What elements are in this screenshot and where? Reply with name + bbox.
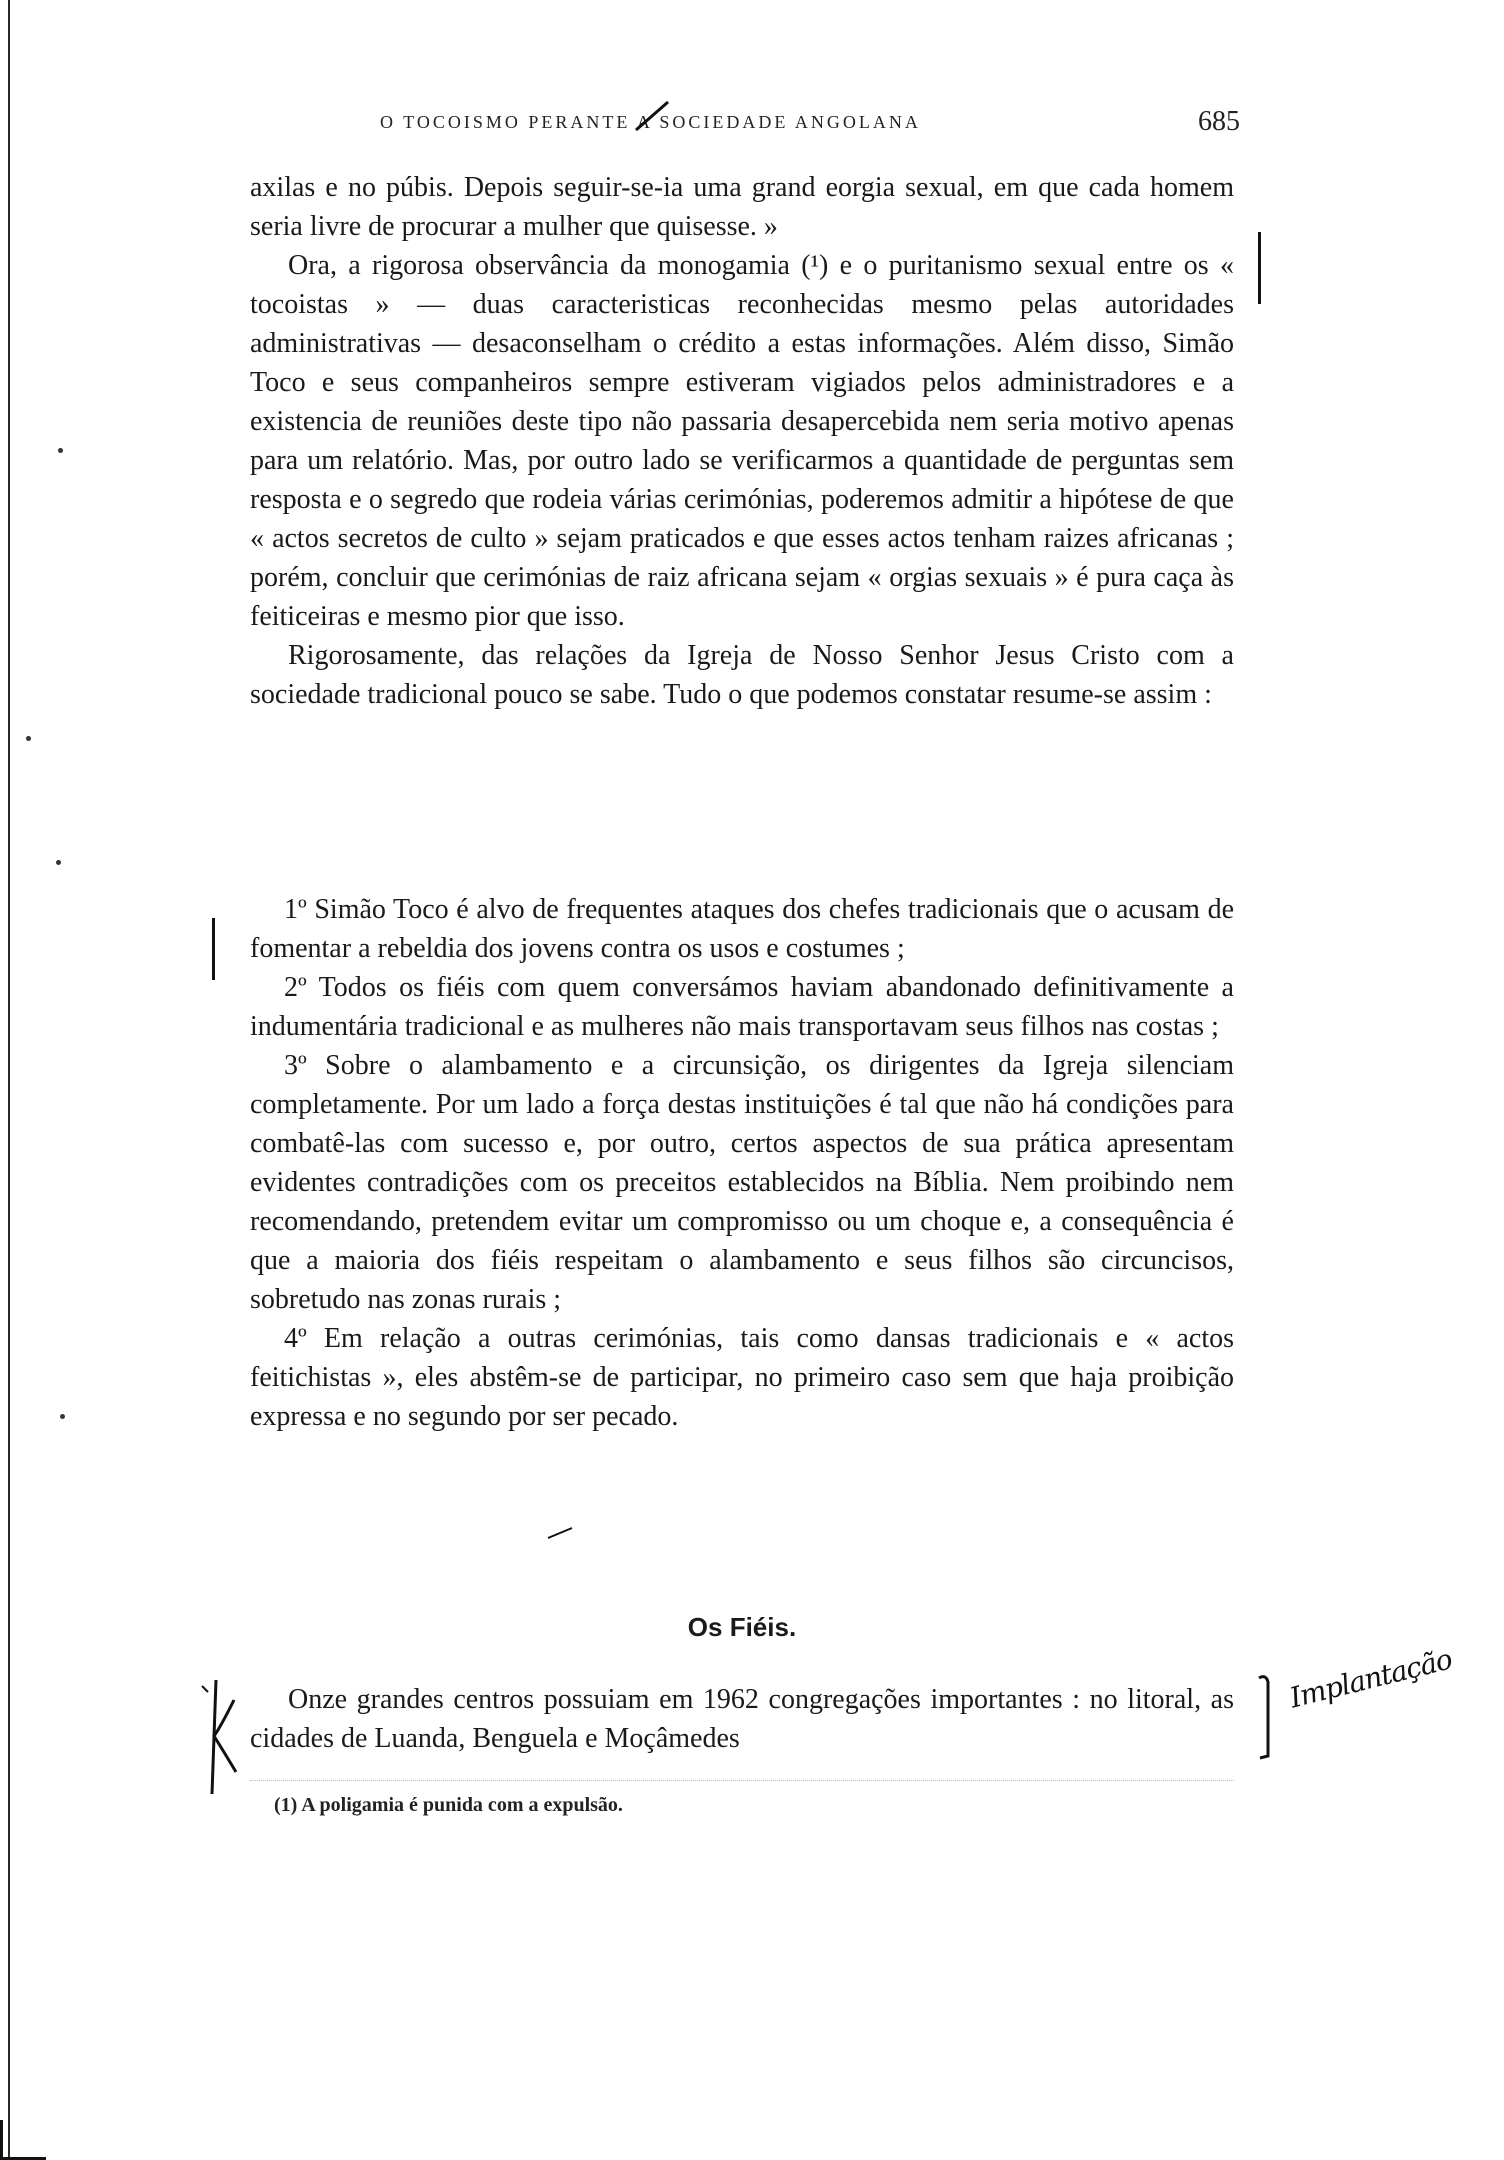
scan-speck <box>60 1414 65 1419</box>
paragraph: Rigorosamente, das relações da Igreja de Nosso Senhor Jesus Cristo com a sociedade tradicional pouco se sabe. Tudo o que podemos constatar resume-se assim : <box>250 640 1234 710</box>
body-text-continued <box>250 1680 1234 1758</box>
paragraph: axilas e no púbis. Depois seguir-se-ia uma grand eorgia sexual, em que cada homem seria livre de procurar a mulher que quisesse. » <box>250 172 1234 242</box>
caret-correction-icon <box>546 1526 576 1540</box>
handwritten-annotation: Implantação <box>1286 1642 1455 1715</box>
page-header <box>380 106 1240 146</box>
list-item: 2º Todos os fiéis com quem conversámos haviam abandonado definitivamente a indumentária tradicional e as mulheres não mais transportavam seus filhos nas costas ; <box>250 972 1234 1042</box>
margin-mark-bar <box>1258 232 1261 304</box>
margin-mark-bar <box>212 918 215 980</box>
margin-bracket-icon <box>1256 1672 1276 1762</box>
scan-speck <box>56 860 61 865</box>
footnote-separator <box>250 1780 1234 1781</box>
slash-correction-icon <box>634 100 670 132</box>
list-item: 3º Sobre o alambamento e a circunsição, os dirigentes da Igreja silenciam completamente. Por um lado a força destas instituições é tal que não há condições para combatê-las com sucesso e, por outro, certos aspectos de sua prática apresentam evidentes contradições com os preceitos establecidos na Bíblia. Nem proibindo nem recomendando, pretendem evitar um compromisso ou um choque e, a consequência é que a maioria dos fiéis respeitam o alambamento e seus filhos são circuncisos, sobretudo nas zonas rurais ; <box>250 1050 1234 1315</box>
body-text <box>250 168 1234 714</box>
numbered-list <box>250 890 1234 1436</box>
scan-bottom-corner <box>0 2120 46 2160</box>
list-item: 4º Em relação a outras cerimónias, tais como dansas tradicionais e « actos feitichistas », eles abstêm-se de participar, no primeiro caso sem que haja proibição expressa e no segundo por ser pecado. <box>250 1323 1234 1432</box>
scan-speck <box>26 736 31 741</box>
page-number: 685 <box>1198 106 1240 137</box>
running-head: O TOCOISMO PERANTE A SOCIEDADE ANGOLANA <box>380 112 921 132</box>
scan-left-edge <box>8 0 10 2160</box>
margin-cross-mark-icon <box>196 1676 242 1800</box>
scan-speck <box>58 448 63 453</box>
list-item: 1º Simão Toco é alvo de frequentes ataques dos chefes tradicionais que o acusam de fomentar a rebeldia dos jovens contra os usos e costumes ; <box>250 894 1234 964</box>
paragraph: Ora, a rigorosa observância da monogamia (¹) e o puritanismo sexual entre os « tocoistas » — duas caracteristicas reconhecidas mesmo pelas autoridades administrativas — desaconselham o crédito a estas informações. Além disso, Simão Toco e seus companheiros sempre estiveram vigiados pelos administradores e a existencia de reuniões deste tipo não passaria desapercebida nem seria motivo apenas para um relatório. Mas, por outro lado se verificarmos a quantidade de perguntas sem resposta e o segredo que rodeia várias cerimónias, poderemos admitir a hipótese de que « actos secretos de culto » sejam praticados e que esses actos tenham raizes africanas ; porém, concluir que cerimónias de raiz africana sejam « orgias sexuais » é pura caça às feiticeiras e mesmo pior que isso. <box>250 250 1234 632</box>
footnote: (1) A poligamia é punida com a expulsão. <box>274 1794 623 1816</box>
section-heading: Os Fiéis. <box>687 1612 797 1642</box>
paragraph: Onze grandes centros possuiam em 1962 congregações importantes : no litoral, as cidades de Luanda, Benguela e Moçâmedes <box>250 1684 1234 1754</box>
